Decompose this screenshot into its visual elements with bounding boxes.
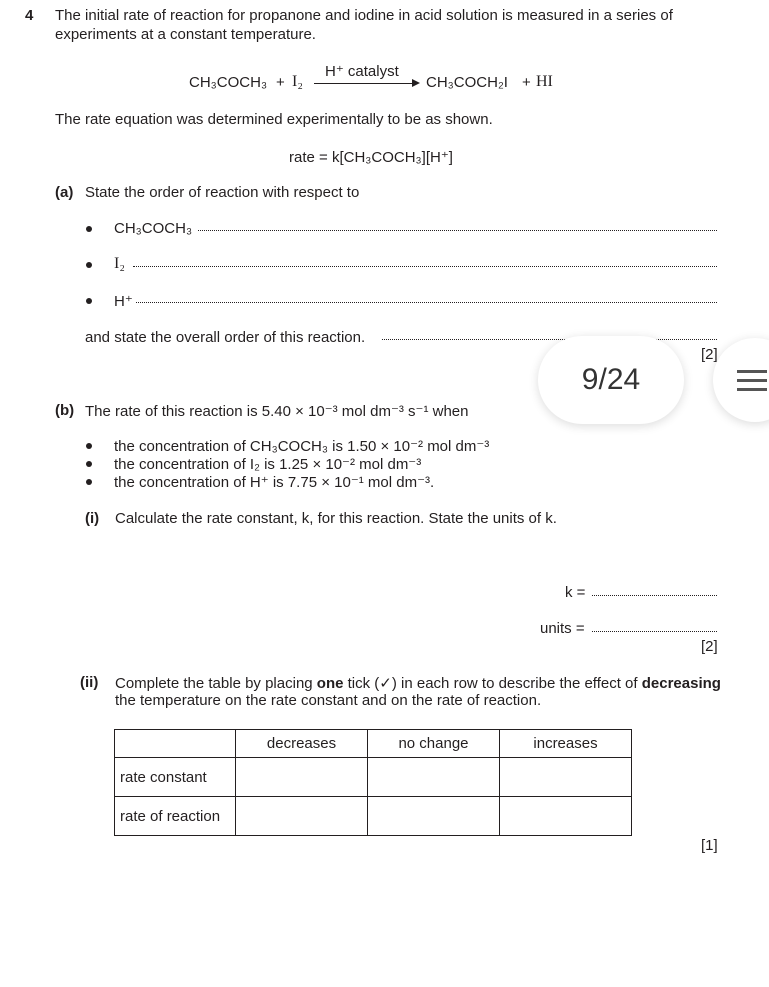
part-b-ii-label: (ii): [80, 674, 99, 691]
tick-cell-rate-of-reaction-increases[interactable]: [500, 797, 632, 836]
reactant-propanone: CH₃COCH₃: [189, 74, 268, 91]
part-b-i-prompt: Calculate the rate constant, k, for this reaction. State the units of k.: [115, 510, 557, 527]
condition-propanone-concentration: the concentration of CH₃COCH₃ is 1.50 × 10⁻² mol dm⁻³: [114, 438, 490, 455]
table-row: [115, 797, 632, 836]
answer-line-iodine-order[interactable]: [133, 266, 717, 267]
table-header-decreases: decreases: [236, 730, 368, 758]
product-iodopropanone: CH₃COCH₂I: [426, 74, 508, 91]
reaction-arrow: [314, 83, 414, 84]
question-number: 4: [25, 7, 34, 24]
question-intro-line2: experiments at a constant temperature.: [55, 26, 316, 43]
page-indicator[interactable]: 9/24: [538, 336, 684, 424]
tick-cell-rate-of-reaction-no-change[interactable]: [368, 797, 500, 836]
reactant-iodine: I₂: [292, 73, 303, 90]
tick-cell-rate-constant-decreases[interactable]: [236, 758, 368, 797]
effect-table: [114, 729, 632, 836]
tick-cell-rate-of-reaction-decreases[interactable]: [236, 797, 368, 836]
table-header-no-change: no change: [368, 730, 500, 758]
row-label-rate-of-reaction: rate of reaction: [115, 797, 236, 836]
menu-button[interactable]: [713, 338, 769, 422]
catalyst-label: H⁺ catalyst: [325, 63, 399, 80]
overall-order-prompt: and state the overall order of this reaction.: [85, 329, 366, 346]
part-b-ii-prompt-line1: [115, 674, 721, 692]
part-b-i-marks: [2]: [701, 638, 718, 655]
reaction-arrow-head: [412, 79, 420, 87]
bullet-icon: [86, 479, 92, 485]
part-b-label: (b): [55, 402, 75, 419]
condition-iodine-concentration: the concentration of I₂ is 1.25 × 10⁻² mol dm⁻³: [114, 456, 422, 473]
part-a-prompt: State the order of reaction with respect to: [85, 184, 360, 201]
table-header-row: [115, 730, 632, 758]
prompt-text-one: one: [316, 675, 344, 692]
order-item-hydrogen-ion: H⁺: [114, 293, 133, 310]
bullet-icon: [86, 461, 92, 467]
condition-hydrogen-ion-concentration: the concentration of H⁺ is 7.75 × 10⁻¹ mol dm⁻³.: [114, 474, 435, 491]
part-b-prompt: The rate of this reaction is 5.40 × 10⁻³ mol dm⁻³ s⁻¹ when: [85, 403, 469, 420]
k-answer-line[interactable]: [592, 595, 717, 596]
part-b-i-label: (i): [85, 510, 100, 527]
answer-line-propanone-order[interactable]: [198, 230, 717, 231]
bullet-icon: [86, 298, 92, 304]
rate-equation: rate = k[CH₃COCH₃][H⁺]: [289, 149, 453, 166]
k-answer-label: k =: [565, 584, 586, 601]
part-a-label: (a): [55, 184, 74, 201]
table-header-cell: [115, 730, 236, 758]
part-a-marks: [2]: [701, 346, 718, 363]
table-row: [115, 758, 632, 797]
prompt-text-decreasing: decreasing: [641, 675, 721, 692]
prompt-text-pre: Complete the table by placing: [115, 675, 313, 692]
bullet-icon: [86, 443, 92, 449]
order-item-propanone: CH₃COCH₃: [114, 220, 193, 237]
units-answer-label: units =: [540, 620, 585, 637]
bullet-icon: [86, 226, 92, 232]
part-b-ii-prompt-line2: the temperature on the rate constant and on the rate of reaction.: [115, 692, 542, 709]
prompt-text-mid: tick (✓) in each row to describe the effect of: [347, 675, 638, 692]
rate-intro-text: The rate equation was determined experimentally to be as shown.: [55, 111, 493, 128]
tick-cell-rate-constant-increases[interactable]: [500, 758, 632, 797]
part-b-ii-marks: [1]: [701, 837, 718, 854]
bullet-icon: [86, 262, 92, 268]
tick-cell-rate-constant-no-change[interactable]: [368, 758, 500, 797]
row-label-rate-constant: rate constant: [115, 758, 236, 797]
answer-line-overall-order[interactable]: [382, 339, 717, 340]
answer-line-hydrogen-ion-order[interactable]: [136, 302, 717, 303]
units-answer-line[interactable]: [592, 631, 717, 632]
question-intro-line1: The initial rate of reaction for propanone and iodine in acid solution is measured in a series of: [55, 7, 673, 24]
order-item-iodine: I₂: [114, 255, 125, 272]
equation-plus: +: [276, 74, 285, 91]
table-header-increases: increases: [500, 730, 632, 758]
equation-plus-2: +: [522, 74, 531, 91]
product-hi: HI: [536, 73, 553, 90]
